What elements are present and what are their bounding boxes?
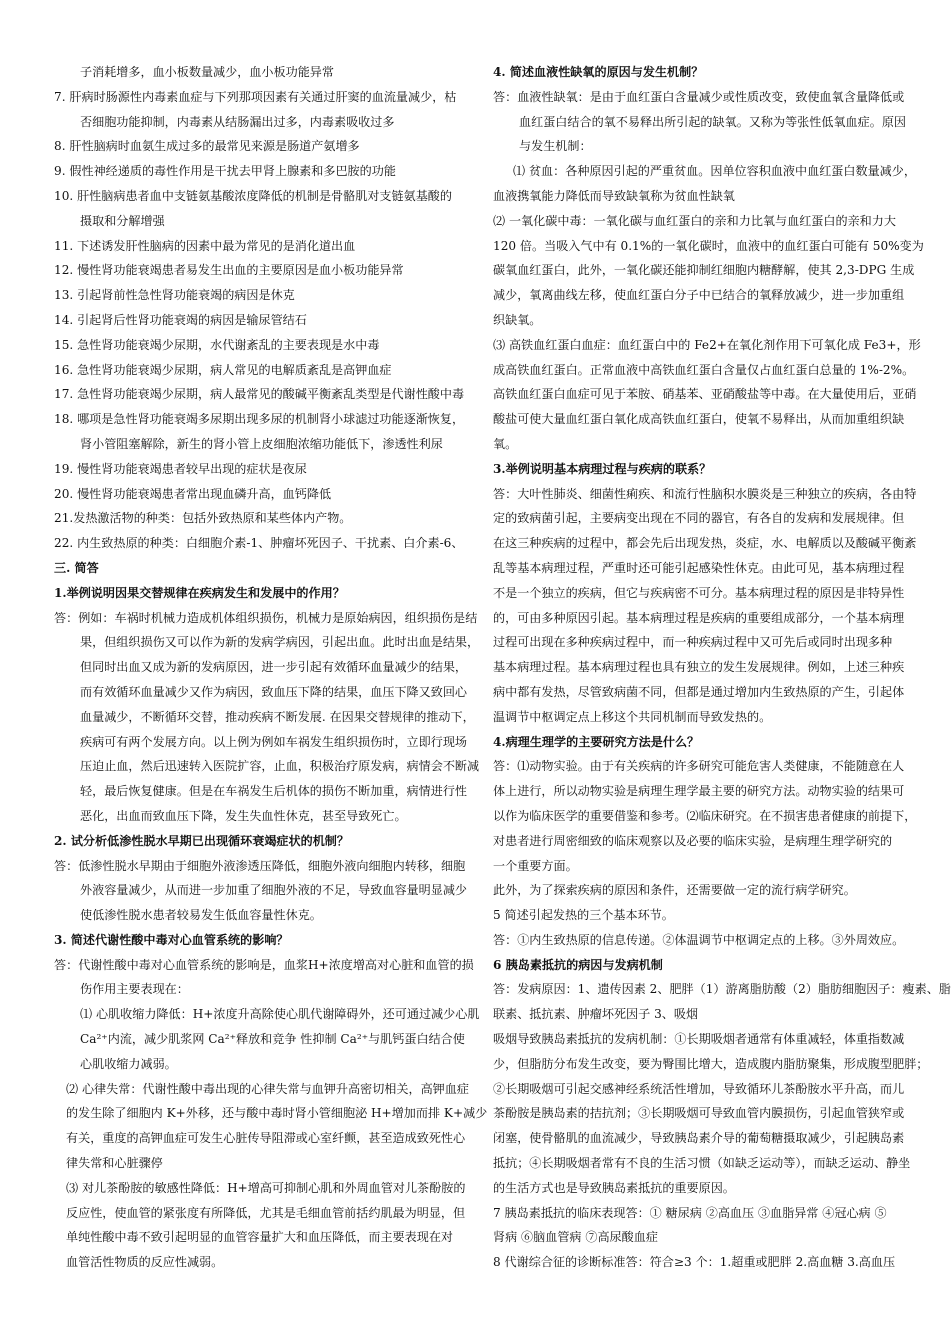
- text-line: 心肌收缩力减弱。: [80, 1056, 177, 1071]
- text-line: 1.举例说明因果交替规律在疾病发生和发展中的作用？: [54, 585, 345, 600]
- right-column: [493, 60, 951, 1275]
- text-line: 14. 引起肾后性肾功能衰竭的病因是输尿管结石: [54, 312, 307, 327]
- text-line: 病中都有发热，尽管致病菌不同，但都是通过增加内生致热原的产生，引起体: [493, 684, 905, 699]
- text-line: 子消耗增多，血小板数量减少，血小板功能异常: [80, 65, 334, 79]
- text-line: 9. 假性神经递质的毒性作用是干扰去甲肾上腺素和多巴胺的功能: [54, 164, 396, 179]
- text-line: ⑴ 心肌收缩力降低：H+浓度升高除使心肌代谢障碍外，还可通过减少心肌: [80, 1007, 480, 1022]
- text-line: 与发生机制：: [519, 139, 592, 154]
- text-line: Ca²⁺内流，减少肌浆网 Ca²⁺释放和竞争 性抑制 Ca²⁺与肌钙蛋白结合使: [80, 1032, 465, 1047]
- text-line: 答：代谢性酸中毒对心血管系统的影响是，血浆H+浓度增高对心脏和血管的损: [54, 957, 474, 972]
- text-line: 成高铁血红蛋白。正常血液中高铁血红蛋白含量仅占血红蛋白总量的 1%-2%。: [493, 362, 915, 377]
- text-line: 温调节中枢调定点上移这个共同机制而导致发热的。: [493, 709, 772, 724]
- text-line: 答：⑴动物实验。由于有关疾病的许多研究可能危害人类健康，不能随意在人: [493, 759, 905, 774]
- text-line: 血管活性物质的反应性减弱。: [66, 1255, 224, 1270]
- text-line: 4. 简述血液性缺氧的原因与发生机制？: [493, 65, 704, 79]
- text-line: 血量减少，不断循环交替，推动疾病不断发展. 在因果交替规律的推动下，: [80, 709, 475, 724]
- text-line: 5 简述引起发热的三个基本环节。: [493, 908, 674, 923]
- text-line: 12. 慢性肾功能衰竭患者易发生出血的主要原因是血小板功能异常: [54, 263, 404, 278]
- text-line: 在这三种疾病的过程中，都会先后出现发热，炎症，水、电解质以及酸碱平衡紊: [493, 536, 917, 551]
- text-line: 而有效循环血量减少又作为病因，致血压下降的结果，血压下降又致回心: [80, 684, 468, 699]
- text-line: 氧。: [493, 436, 518, 451]
- text-line: 闭塞，使骨骼肌的血流减少，导致胰岛素介导的葡萄糖摄取减少，引起胰岛素: [493, 1131, 905, 1146]
- text-line: 少，但脂肪分布发生改变，要为臀围比增大，造成腹内脂肪聚集，形成腹型肥胖；: [493, 1056, 929, 1071]
- text-line: 答：血液性缺氧：是由于血红蛋白含量减少或性质改变，致使血氧含量降低或: [493, 89, 905, 104]
- text-line: 乱等基本病理过程，严重时还可能引起感染性休克。由此可见，基本病理过程: [493, 560, 905, 575]
- text-line: 8. 肝性脑病时血氨生成过多的最常见来源是肠道产氨增多: [54, 139, 360, 154]
- text-line: ⑵ 一氧化碳中毒：一氧化碳与血红蛋白的亲和力比氧与血红蛋白的亲和力大: [493, 213, 896, 228]
- text-line: 2. 试分析低渗性脱水早期已出现循环衰竭症状的机制？: [54, 833, 349, 848]
- text-line: 10. 肝性脑病患者血中支链氨基酸浓度降低的机制是骨骼肌对支链氨基酸的: [54, 188, 452, 203]
- text-line: 答：大叶性肺炎、细菌性痢疾、和流行性脑积水膜炎是三种独立的疾病，各由特: [493, 486, 917, 501]
- text-line: 减少，氧离曲线左移，使血红蛋白分子中已结合的氧释放减少，进一步加重组: [493, 288, 905, 303]
- text-line: 3.举例说明基本病理过程与疾病的联系？: [493, 461, 712, 476]
- text-line: 果，但组织损伤又可以作为新的发病学病因，引起出血。此时出血是结果，: [80, 635, 480, 650]
- text-line: 联素、抵抗素、肿瘤坏死因子 3、吸烟: [493, 1007, 699, 1022]
- text-line: 轻，最后恢复健康。但是在车祸发生后机体的损伤不断加重，病情进行性: [80, 784, 468, 799]
- left-column: [54, 60, 488, 1275]
- text-line: 基本病理过程。基本病理过程也具有独立的发生发展规律。例如，上述三种疾: [493, 660, 905, 675]
- text-line: 的，可由多种原因引起。基本病理过程是疾病的重要组成部分，一个基本病理: [493, 610, 905, 625]
- text-line: 反应性，使血管的紧张度有所降低，尤其是毛细血管前括约肌最为明显，但: [66, 1205, 466, 1220]
- text-line: 19. 慢性肾功能衰竭患者较早出现的症状是夜尿: [54, 461, 307, 476]
- text-line: ⑴ 贫血：各种原因引起的严重贫血。因单位容积血液中血红蛋白数量减少，: [513, 164, 916, 179]
- text-line: 血液携氧能力降低而导致缺氧称为贫血性缺氧: [493, 188, 735, 203]
- text-line: 酸盐可使大量血红蛋白氧化成高铁血红蛋白，使氧不易释出，从而加重组织缺: [493, 412, 905, 427]
- text-line: 答：发病原因：1、遗传因素 2、肥胖（1）游离脂肪酸（2）脂肪细胞因子：瘦素、脂: [493, 982, 951, 997]
- text-line: 答：①内生致热原的信息传递。②体温调节中枢调定点的上移。③外周效应。: [493, 932, 905, 947]
- text-line: 茶酚胺是胰岛素的拮抗剂；③长期吸烟可导致血管内膜损伤，引起血管狭窄或: [493, 1106, 905, 1121]
- text-line: 的生活方式也是导致胰岛素抵抗的重要原因。: [493, 1180, 735, 1195]
- text-line: 定的致病菌引起，主要病变出现在不同的器官，有各自的发病和发展规律。但: [493, 511, 905, 526]
- text-line: 三. 简答: [54, 560, 99, 575]
- text-line: ⑶ 高铁血红蛋白血症：血红蛋白中的 Fe2+在氧化剂作用下可氧化成 Fe3+，形: [493, 337, 921, 352]
- text-line: 16. 急性肾功能衰竭少尿期，病人常见的电解质紊乱是高钾血症: [54, 362, 392, 377]
- text-line: 但同时出血又成为新的发病原因，进一步引起有效循环血量减少的结果，: [80, 660, 468, 675]
- text-line: 不是一个独立的疾病，但它与疾病密不可分。基本病理过程的原因是非特异性: [493, 585, 905, 600]
- text-line: 抵抗；④长期吸烟者常有不良的生活习惯（如缺乏运动等），而缺乏运动、静坐: [493, 1156, 911, 1171]
- text-line: 的发生除了细胞内 K+外移，还与酸中毒时肾小管细胞泌 H+增加而排 K+减少: [66, 1106, 488, 1121]
- text-line: 18. 哪项是急性肾功能衰竭多尿期出现多尿的机制肾小球滤过功能逐渐恢复，: [54, 412, 465, 427]
- text-line: 以作为临床医学的重要借鉴和参考。⑵临床研究。在不损害患者健康的前提下，: [493, 808, 917, 823]
- text-line: 21.发热激活物的种类：包括外致热原和某些体内产物。: [54, 511, 352, 526]
- text-line: 压迫止血，然后迅速转入医院扩容，止血，积极治疗原发病，病情会不断减: [80, 759, 480, 774]
- text-line: 吸烟导致胰岛素抵抗的发病机制：①长期吸烟者通常有体重减轻，体重指数减: [493, 1032, 905, 1047]
- text-line: 摄取和分解增强: [80, 213, 165, 228]
- text-line: 外液容量减少，从而进一步加重了细胞外液的不足，导致血容量明显减少: [80, 883, 468, 898]
- text-line: 疾病可有两个发展方向。以上例为例如车祸发生组织损伤时，立即行现场: [80, 734, 468, 749]
- text-line: 3. 简述代谢性酸中毒对心血管系统的影响？: [54, 932, 289, 947]
- text-line: 17. 急性肾功能衰竭少尿期，病人最常见的酸碱平衡紊乱类型是代谢性酸中毒: [54, 387, 465, 402]
- text-line: 22. 内生致热原的种类：白细胞介素-1、肿瘤坏死因子、干扰素、白介素-6、: [54, 536, 464, 551]
- text-line: 血红蛋白结合的氧不易释出所引起的缺氧。又称为等张性低氧血症。原因: [519, 114, 907, 129]
- text-line: 此外，为了探索疾病的原因和条件，还需要做一定的流行病学研究。: [493, 883, 856, 898]
- text-line: 织缺氧。: [493, 312, 542, 327]
- text-line: 律失常和心脏骤停: [66, 1156, 163, 1171]
- text-line: 肾病 ⑥脑血管病 ⑦高尿酸血症: [493, 1230, 658, 1245]
- text-line: 13. 引起肾前性急性肾功能衰竭的病因是休克: [54, 288, 295, 303]
- text-line: ⑶ 对儿茶酚胺的敏感性降低：H+增高可抑制心肌和外周血管对儿茶酚胺的: [66, 1180, 466, 1195]
- text-line: 肾小管阻塞解除，新生的肾小管上皮细胞浓缩功能低下，渗透性利尿: [80, 436, 443, 451]
- text-line: ②长期吸烟可引起交感神经系统活性增加，导致循环儿茶酚胺水平升高，而儿: [493, 1081, 905, 1096]
- text-line: 4.病理生理学的主要研究方法是什么？: [493, 734, 700, 749]
- text-line: 过程可出现在多种疾病过程中，而一种疾病过程中又可先后或同时出现多种: [493, 635, 893, 650]
- text-line: 恶化，出血而致血压下降，发生失血性休克，甚至导致死亡。: [80, 808, 407, 823]
- text-line: ⑵ 心律失常：代谢性酸中毒出现的心律失常与血钾升高密切相关，高钾血症: [66, 1081, 469, 1096]
- text-line: 伤作用主要表现在：: [80, 982, 189, 997]
- text-line: 碳氧血红蛋白，此外，一氧化碳还能抑制红细胞内糖酵解，使其 2,3-DPG 生成: [493, 263, 915, 278]
- text-line: 使低渗性脱水患者较易发生低血容量性休克。: [80, 908, 322, 923]
- text-line: 6 胰岛素抵抗的病因与发病机制: [493, 957, 663, 972]
- text-line: 15. 急性肾功能衰竭少尿期，水代谢紊乱的主要表现是水中毒: [54, 337, 380, 352]
- text-line: 有关，重度的高钾血症可发生心脏传导阻滞或心室纤颤，甚至造成致死性心: [66, 1131, 466, 1146]
- text-line: 单纯性酸中毒不致引起明显的血管容量扩大和血压降低，而主要表现在对: [66, 1230, 454, 1245]
- text-line: 120 倍。当吸入气中有 0.1%的一氧化碳时，血液中的血红蛋白可能有 50%变为: [493, 238, 924, 253]
- text-line: 20. 慢性肾功能衰竭患者常出现血磷升高，血钙降低: [54, 486, 332, 501]
- text-line: 答：低渗性脱水早期由于细胞外液渗透压降低，细胞外液向细胞内转移，细胞: [54, 858, 466, 873]
- text-line: 7 胰岛素抵抗的临床表现答：① 糖尿病 ②高血压 ③血脂异常 ④冠心病 ⑤: [493, 1205, 887, 1220]
- text-line: 对患者进行周密细致的临床观察以及必要的临床实验，是病理生理学研究的: [493, 833, 893, 848]
- text-line: 答：例如：车祸时机械力造成机体组织损伤，机械力是原始病因，组织损伤是结: [54, 610, 478, 625]
- text-line: 11. 下述诱发肝性脑病的因素中最为常见的是消化道出血: [54, 238, 356, 253]
- text-line: 一个重要方面。: [493, 858, 578, 873]
- text-line: 7. 肝病时肠源性内毒素血症与下列那项因素有关通过肝窦的血流量减少，枯: [54, 89, 457, 104]
- text-line: 体上进行，所以动物实验是病理生理学最主要的研究方法。动物实验的结果可: [493, 784, 905, 799]
- text-line: 高铁血红蛋白血症可见于苯胺、硝基苯、亚硝酸盐等中毒。在大量使用后，亚硝: [493, 387, 917, 402]
- text-line: 否细胞功能抑制，内毒素从结肠漏出过多，内毒素吸收过多: [80, 114, 395, 129]
- text-line: 8 代谢综合征的诊断标准答：符合≥3 个：1.超重或肥胖 2.高血糖 3.高血压: [493, 1255, 896, 1270]
